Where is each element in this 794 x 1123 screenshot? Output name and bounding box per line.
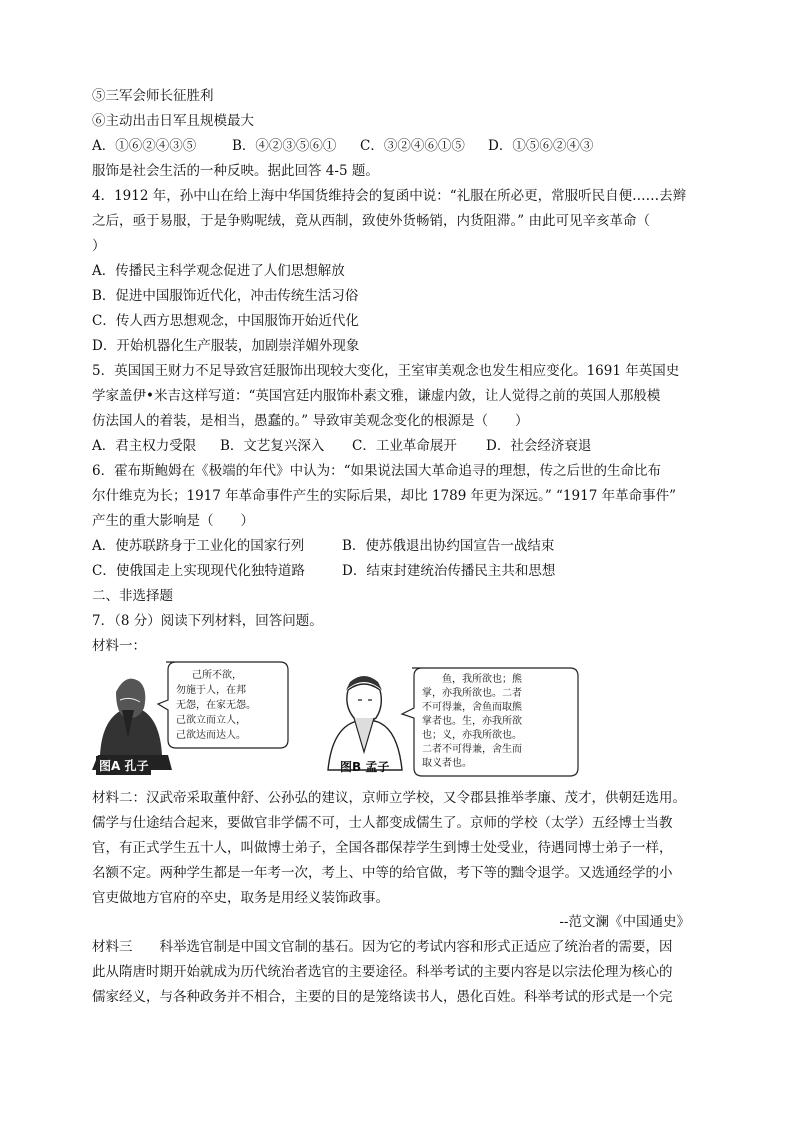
material-3-line-3: 儒家经义，与各种政务并不相合，主要的目的是笼络读书人，愚化百姓。科举考试的形式是一个完 bbox=[92, 989, 673, 1005]
bubble-a-line-3: 无怨，在家无怨。 bbox=[176, 700, 256, 711]
q5-stem-1: 5．英国国王财力不足导致宫廷服饰出现较大变化，王室审美观念也发生相应变化。1691 年英国史 bbox=[92, 363, 680, 379]
q6-option-c: C．使俄国走上实现现代化独特道路 bbox=[92, 563, 305, 579]
option-line-6: ⑥主动出击日军且规模最大 bbox=[92, 113, 254, 129]
q6-options-row2 bbox=[92, 561, 722, 581]
bubble-b-line-3: 不可得兼，舍鱼而取熊 bbox=[422, 702, 522, 713]
bubble-a bbox=[158, 662, 288, 748]
material-2-line-5: 官吏做地方官府的卒史，取务是用经义装饰政事。 bbox=[92, 890, 389, 906]
q4-option-d: D．开始机器化生产服装，加剧崇洋媚外现象 bbox=[92, 338, 360, 354]
bubble-b-line-4: 掌者也。生，亦我所欲 bbox=[422, 716, 522, 727]
caption-confucius: 图A 孔子 bbox=[96, 756, 151, 775]
material-2-line-4: 名额不定。两种学生都是一年考一次，考上、中等的给官做，考下等的黜令退学。又选通经学的小 bbox=[92, 865, 673, 881]
q3-options bbox=[92, 136, 722, 156]
option-line-5: ⑤三军会师长征胜利 bbox=[92, 88, 214, 104]
material-3-line-1: 材料三 科举选官制是中国文官制的基石。因为它的考试内容和形式正适应了统治者的需要，因 bbox=[92, 939, 673, 955]
q4-option-a: A．传播民主科学观念促进了人们思想解放 bbox=[92, 263, 345, 279]
bubble-a-line-4: 己欲立而立人， bbox=[176, 715, 246, 726]
q5-stem-2: 学家盖伊•米吉这样写道：“英国宫廷内服饰朴素文雅，谦虚内敛，让人觉得之前的英国人那般模 bbox=[92, 388, 661, 404]
mencius-portrait bbox=[328, 676, 402, 770]
bubble-b-line-5: 也；义，亦我所欲也。 bbox=[422, 730, 522, 741]
q5-option-b: B．文艺复兴深入 bbox=[220, 438, 325, 454]
q3-option-b: B．④②③⑤⑥① bbox=[232, 138, 337, 154]
q5-options bbox=[92, 436, 722, 456]
bubble-b-line-2: 掌，亦我所欲也。二者 bbox=[422, 688, 522, 699]
q4-stem-1: 4．1912 年，孙中山在给上海中华国货维持会的复函中说：“礼服在所必更，常服听民自便……去辫 bbox=[92, 188, 687, 204]
bubble-a-line-1: 己所不欲， bbox=[192, 670, 242, 681]
material-1-label: 材料一： bbox=[92, 638, 146, 654]
q6-stem-2: 尔什维克为长；1917 年革命事件产生的实际后果，却比 1789 年更为深远。” “1917 年革命事件” bbox=[92, 488, 676, 504]
q3-option-a: A．①⑥②④③⑤ bbox=[92, 138, 197, 154]
figure-illustration bbox=[92, 660, 580, 780]
q5-option-d: D．社会经济衰退 bbox=[486, 438, 592, 454]
q3-option-d: D．①⑤⑥②④③ bbox=[488, 138, 594, 154]
bubble-b-line-1: 鱼，我所欲也；熊 bbox=[442, 674, 522, 685]
q4-option-b: B．促进中国服饰近代化，冲击传统生活习俗 bbox=[92, 288, 359, 304]
q4-option-c: C．传人西方思想观念，中国服饰开始近代化 bbox=[92, 313, 359, 329]
q3-option-c: C．③②④⑥①⑤ bbox=[360, 138, 465, 154]
material-2-line-2: 儒学与仕途结合起来，要做官非学儒不可，士人都变成儒生了。京师的学校（太学）五经博士当教 bbox=[92, 815, 673, 831]
bubble-b bbox=[402, 668, 578, 776]
material-2-line-1: 材料二：汉武帝采取董仲舒、公孙弘的建议，京师立学校，又令郡县推举孝廉、茂才，供朝廷选用。 bbox=[92, 790, 686, 806]
q4-stem-3: ） bbox=[92, 238, 106, 254]
material-2-line-3: 官，有正式学生五十人，叫做博士弟子，全国各郡保荐学生到博士处受业，待遇同博士弟子一样， bbox=[92, 840, 673, 856]
q6-option-a: A．使苏联跻身于工业化的国家行列 bbox=[92, 538, 305, 554]
section-intro: 服饰是社会生活的一种反映。据此回答 4-5 题。 bbox=[92, 163, 379, 179]
q6-option-b: B．使苏俄退出协约国宣告一战结束 bbox=[342, 538, 555, 554]
bubble-a-line-5: 己欲达而达人。 bbox=[176, 730, 246, 741]
q5-stem-3: 仿法国人的着装，是相当，愚蠢的。” 导致审美观念变化的根源是（ ） bbox=[92, 413, 529, 429]
q6-stem-1: 6．霍布斯鲍姆在《极端的年代》中认为：“如果说法国大革命追寻的理想，传之后世的生命比布 bbox=[92, 463, 661, 479]
q4-stem-2: 之后，亟于易服，于是争购呢绒，竟从西制，致使外货畅销，内货阻滞。” 由此可见辛亥革命（ bbox=[92, 213, 650, 229]
bubble-a-line-2: 勿施于人，在邦 bbox=[176, 685, 246, 696]
bubble-b-line-6: 二者不可得兼，舍生而 bbox=[422, 744, 522, 755]
section-heading-nonchoice: 二、非选择题 bbox=[92, 588, 173, 604]
q6-option-d: D．结束封建统治传播民主共和思想 bbox=[342, 563, 556, 579]
q5-option-c: C．工业革命展开 bbox=[352, 438, 457, 454]
bubble-b-line-7: 取义者也。 bbox=[422, 758, 472, 769]
q6-stem-3: 产生的重大影响是（ ） bbox=[92, 513, 254, 529]
material-3-line-2: 此从隋唐时期开始就成为历代统治者选官的主要途径。科举考试的主要内容是以宗法伦理为核心的 bbox=[92, 964, 673, 980]
confucius-mencius-figure bbox=[92, 660, 580, 780]
q5-option-a: A．君主权力受限 bbox=[92, 438, 197, 454]
caption-mencius: 图B 孟子 bbox=[340, 760, 390, 774]
q6-options-row1 bbox=[92, 536, 722, 556]
q7-stem: 7．（8 分）阅读下列材料，回答问题。 bbox=[92, 613, 323, 629]
material-2-source: --范文澜《中国通史》 bbox=[559, 914, 690, 930]
